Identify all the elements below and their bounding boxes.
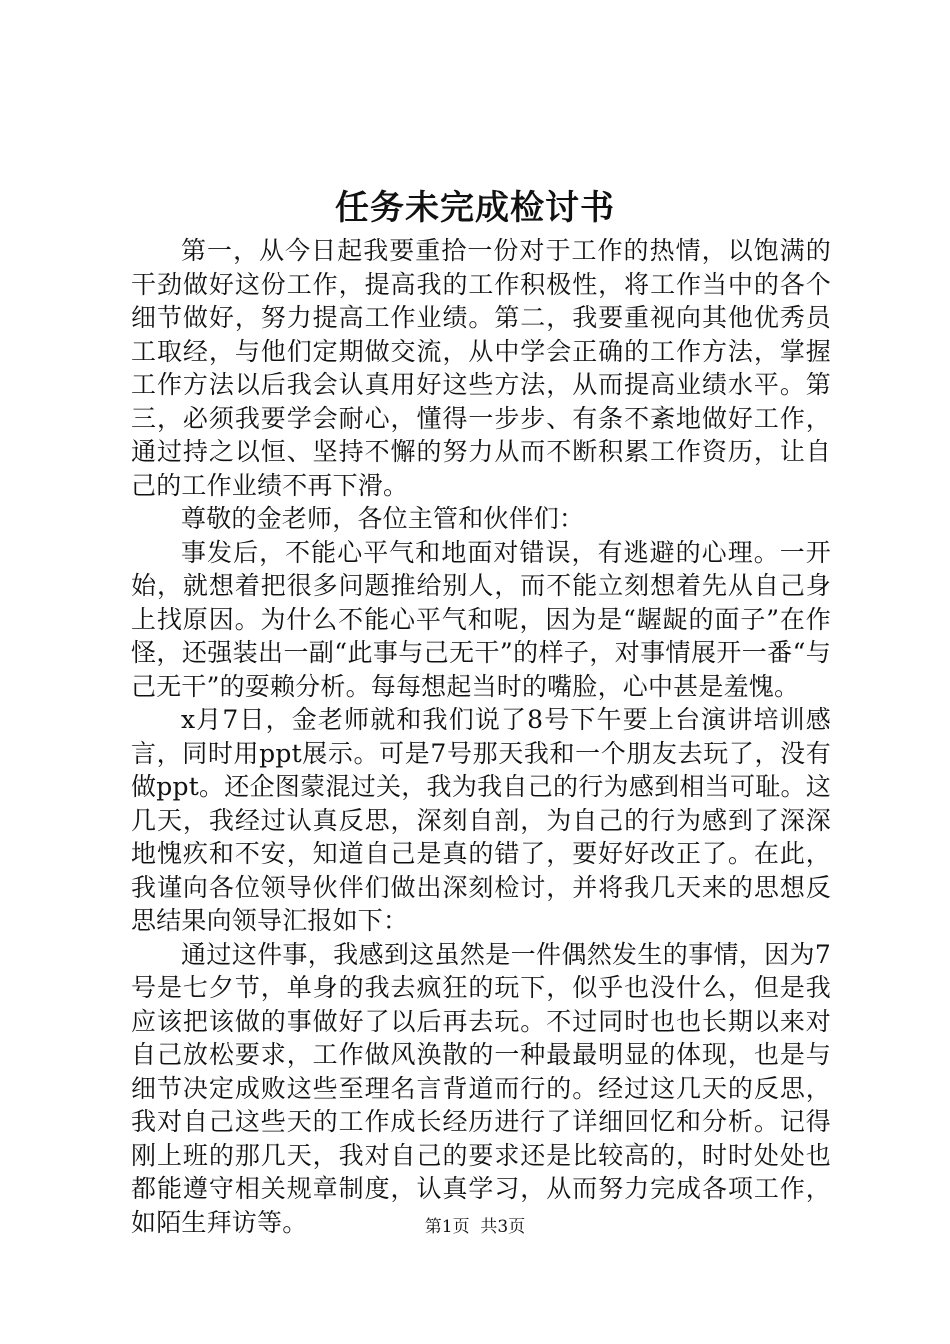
paragraph-4: x月7日，金老师就和我们说了8号下午要上台演讲培训感言，同时用ppt展示。可是7号那天我和一个朋友去玩了，没有做ppt。还企图蒙混过关，我为我自己的行为感到相当可耻。这几天，我经过认真反思，深刻自剖，为自己的行为感到了深深地愧疚和不安，知道自己是真的错了，要好好改正了。在此，我谨向各位领导伙伴们做出深刻检讨，并将我几天来的思想反思结果向领导汇报如下：: [131, 705, 831, 935]
paragraph-2: 尊敬的金老师，各位主管和伙伴们：: [181, 504, 585, 533]
document-title: 任务未完成检讨书: [335, 188, 615, 228]
paragraph-5: 通过这件事，我感到这虽然是一件偶然发生的事情，因为7号是七夕节，单身的我去疯狂的玩下，似乎也没什么，但是我应该把该做的事做好了以后再去玩。不过同时也也长期以来对自己放松要求，工作做风涣散的一种最最明显的体现，也是与细节决定成败这些至理名言背道而行的。经过这几天的反思，我对自己这些天的工作成长经历进行了详细回忆和分析。记得刚上班的那几天，我对自己的要求还是比较高的，时时处处也都能遵守相关规章制度，认真学习，从而努力完成各项工作，如陌生拜访等。: [131, 939, 831, 1237]
paragraph-1: 第一，从今日起我要重拾一份对于工作的热情，以饱满的干劲做好这份工作，提高我的工作积极性，将工作当中的各个细节做好，努力提高工作业绩。第二，我要重视向其他优秀员工取经，与他们定期做交流，从中学会正确的工作方法，掌握工作方法以后我会认真用好这些方法，从而提高业绩水平。第三，必须我要学会耐心，懂得一步步、有条不紊地做好工作，通过持之以恒、坚持不懈的努力从而不断积累工作资历，让自己的工作业绩不再下滑。: [131, 236, 831, 500]
page-footer: [0, 1215, 950, 1239]
document-body: [131, 234, 831, 1239]
paragraph-3: 事发后，不能心平气和地面对错误，有逃避的心理。一开始，就想着把很多问题推给别人，而不能立刻想着先从自己身上找原因。为什么不能心平气和呢，因为是“龌龊的面子”在作怪，还强装出一副“此事与己无干”的样子，对事情展开一番“与己无干”的耍赖分析。每每想起当时的嘴脸，心中甚是羞愧。: [131, 537, 831, 701]
page-number: 第1页: [424, 1217, 470, 1237]
page-total: 共3页: [480, 1217, 526, 1237]
